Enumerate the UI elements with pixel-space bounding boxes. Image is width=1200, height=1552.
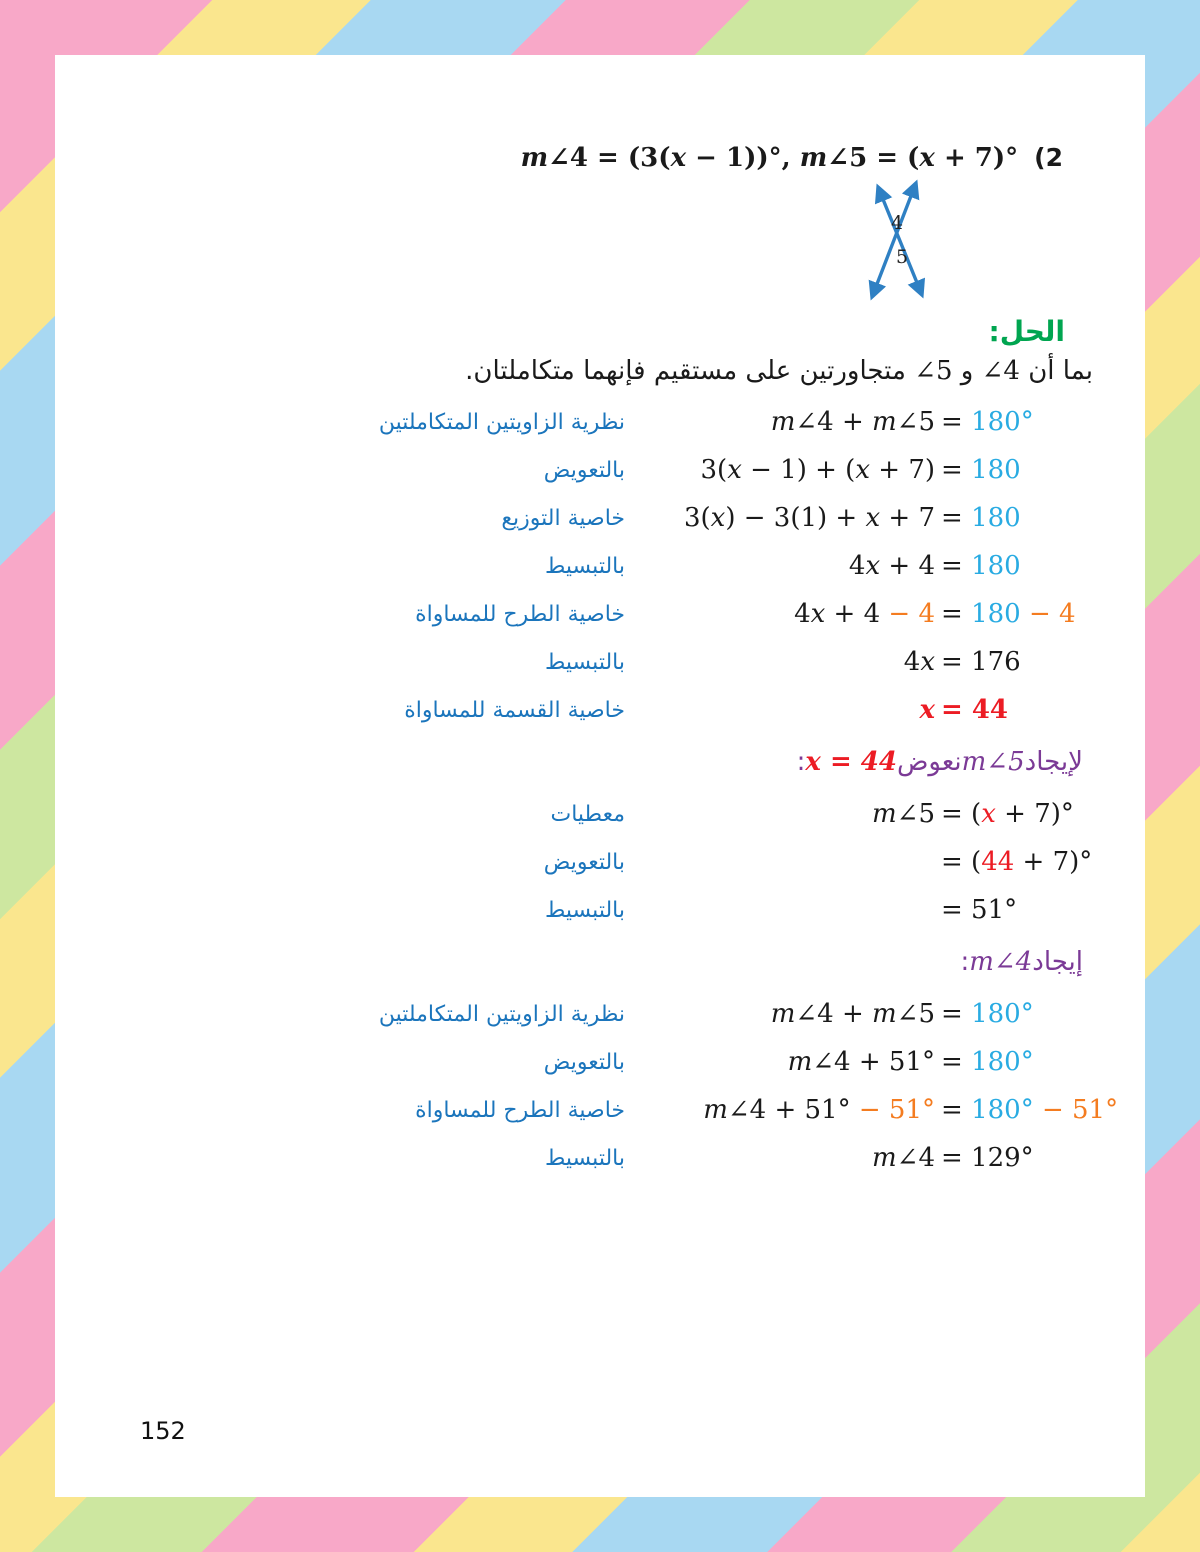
equation-right-side	[935, 999, 1105, 1029]
equation-part: ) − 3(1) +	[725, 503, 866, 533]
equation-part: = 51°	[941, 895, 1018, 925]
equation-left-side	[625, 455, 935, 485]
solution-transition-note	[55, 734, 1145, 790]
equation-part: x	[810, 599, 826, 629]
solution-step-row	[55, 790, 1145, 838]
equation-part: 180	[971, 503, 1021, 533]
solution-heading: الحل:	[988, 315, 1065, 348]
step-justification-label: خاصية القسمة للمساواة	[404, 697, 625, 723]
equation-part: ∠5	[896, 407, 935, 437]
problem-number: (2	[1034, 143, 1063, 172]
problem-equation-part: ∠4 = (3(	[548, 143, 671, 173]
solution-step-row	[55, 1086, 1145, 1134]
note-text-part: x = 44	[805, 747, 897, 777]
equation-right-side	[935, 455, 1105, 485]
step-justification-label: بالتبسيط	[545, 553, 625, 579]
equation-part: m	[872, 999, 897, 1029]
equation-part: + 7)°	[1014, 847, 1093, 877]
solution-step-row	[55, 542, 1145, 590]
equation-part: 4	[903, 647, 921, 677]
intro-text-part: و	[952, 356, 982, 386]
solution-step-row	[55, 1134, 1145, 1182]
step-justification-label: معطيات	[550, 801, 625, 827]
equation-part: =	[941, 407, 972, 437]
problem-equation-part: m	[799, 143, 828, 173]
equation-part: 180	[971, 455, 1021, 485]
equation-part: 3(	[683, 503, 711, 533]
intro-text-part: بما أن	[1019, 356, 1093, 386]
equation-part: − 4	[888, 599, 935, 629]
equation-right-side	[935, 1047, 1105, 1077]
equation-part: = 129°	[941, 1143, 1034, 1173]
problem-equation-part: ∠5 = (	[827, 143, 920, 173]
step-justification-label: خاصية الطرح للمساواة	[415, 601, 625, 627]
equation-part: m	[872, 1143, 897, 1173]
equation-right-side	[935, 847, 1105, 877]
equation-part: x	[919, 695, 935, 725]
equation-part: x	[920, 647, 935, 677]
equation-part: ∠4	[896, 1143, 935, 1173]
note-text-part: m∠5	[961, 747, 1025, 777]
solution-intro-text	[55, 348, 1145, 386]
step-justification-label: نظرية الزاويتين المتكاملتين	[378, 1001, 625, 1027]
equation-part: =	[941, 503, 972, 533]
step-justification-label: بالتعويض	[543, 457, 625, 483]
equation-part: x	[855, 455, 870, 485]
equation-part: 180	[971, 551, 1021, 581]
equation-part: = (	[941, 799, 982, 829]
equation-part: m	[787, 1047, 813, 1077]
problem-equation-part: + 7)°	[934, 143, 1019, 173]
equation-part: − 4	[1020, 599, 1076, 629]
equation-part: + 7)	[870, 455, 935, 485]
problem-equation-part: x	[670, 143, 687, 173]
solution-step-row	[55, 838, 1145, 886]
solution-transition-note	[55, 934, 1145, 990]
intro-text-part: ∠4	[981, 356, 1020, 386]
equation-part: 180°	[971, 1047, 1034, 1077]
equation-right-side	[935, 503, 1105, 533]
equation-part: =	[941, 599, 972, 629]
equation-left-side	[625, 407, 935, 437]
equation-right-side	[935, 647, 1105, 677]
textbook-page	[55, 55, 1145, 1497]
step-justification-label: خاصية التوزيع	[501, 505, 625, 531]
note-text-part: :	[796, 747, 806, 777]
solution-step-row	[55, 686, 1145, 734]
intro-text-part: ∠5	[914, 356, 953, 386]
equation-part: ∠4 +	[795, 999, 873, 1029]
equation-right-side	[935, 407, 1105, 437]
equation-left-side	[625, 599, 935, 629]
solution-step-row	[55, 398, 1145, 446]
problem-equation-part: − 1))°,	[686, 143, 800, 173]
step-justification-label: خاصية الطرح للمساواة	[415, 1097, 625, 1123]
note-text-part: m∠4	[969, 947, 1033, 977]
step-justification-label: بالتعويض	[543, 1049, 625, 1075]
equation-right-side	[935, 1095, 1118, 1125]
equation-part: x	[727, 455, 742, 485]
note-text-part: إيجاد	[1032, 947, 1083, 977]
equation-part: m	[770, 999, 796, 1029]
solution-step-row	[55, 446, 1145, 494]
equation-part: ∠4 +	[795, 407, 873, 437]
angle-diagram	[55, 173, 1145, 307]
solution-steps	[55, 398, 1145, 1182]
equation-part: + 4	[825, 599, 889, 629]
equation-part: 4	[848, 551, 866, 581]
line-two	[872, 183, 916, 297]
line-one	[878, 187, 922, 295]
equation-part: ∠4 + 51°	[727, 1095, 859, 1125]
equation-part: m	[872, 799, 897, 829]
equation-left-side	[625, 647, 935, 677]
equation-right-side	[935, 799, 1105, 829]
note-text-part: لإيجاد	[1024, 747, 1083, 777]
solution-step-row	[55, 886, 1145, 934]
equation-part: =	[941, 1095, 972, 1125]
equation-part: 4	[794, 599, 811, 629]
equation-part: + 4	[880, 551, 935, 581]
equation-part: m	[770, 407, 796, 437]
equation-part: m	[872, 407, 897, 437]
equation-left-side	[625, 1095, 935, 1125]
equation-part: x	[981, 799, 996, 829]
equation-part: =	[941, 999, 972, 1029]
angle-5-label: 5	[895, 246, 909, 268]
equation-part: ∠5	[896, 999, 935, 1029]
equation-left-side	[625, 799, 935, 829]
step-justification-label: بالتعويض	[543, 849, 625, 875]
problem-equation-part: m	[520, 143, 549, 173]
equation-part: 180°	[971, 1095, 1034, 1125]
equation-part: + 7)°	[995, 799, 1074, 829]
page-number: 152	[140, 1417, 186, 1445]
equation-left-side	[625, 999, 935, 1029]
problem-statement	[55, 55, 1145, 173]
solution-step-row	[55, 990, 1145, 1038]
equation-part: x	[710, 503, 726, 533]
equation-part: = (	[941, 847, 982, 877]
intro-text-part: متجاورتين على مستقيم فإنهما متكاملتان.	[465, 356, 915, 386]
equation-part: = 176	[941, 647, 1021, 677]
equation-part: 180°	[971, 999, 1034, 1029]
note-text-part: نعوض	[897, 747, 962, 777]
equation-left-side	[625, 1047, 935, 1077]
equation-part: =	[941, 1047, 972, 1077]
equation-left-side	[625, 503, 935, 533]
equation-right-side	[935, 695, 1105, 725]
equation-part: − 51°	[1033, 1095, 1119, 1125]
note-text-part: :	[960, 947, 970, 977]
equation-part: 180	[971, 599, 1021, 629]
equation-part: = 44	[941, 695, 1009, 725]
equation-part: ∠5	[896, 799, 935, 829]
equation-part: x	[865, 503, 881, 533]
equation-part: − 51°	[858, 1095, 935, 1125]
equation-left-side	[625, 695, 935, 725]
intersecting-lines-figure	[850, 177, 950, 305]
equation-right-side	[935, 599, 1105, 629]
step-justification-label: بالتبسيط	[545, 897, 625, 923]
equation-part: =	[941, 455, 972, 485]
equation-part: =	[941, 551, 972, 581]
equation-part: − 1) + (	[741, 455, 856, 485]
equation-right-side	[935, 895, 1105, 925]
equation-part: ∠4 + 51°	[812, 1047, 935, 1077]
solution-step-row	[55, 638, 1145, 686]
step-justification-label: نظرية الزاويتين المتكاملتين	[378, 409, 625, 435]
solution-step-row	[55, 1038, 1145, 1086]
equation-part: 44	[981, 847, 1015, 877]
solution-step-row	[55, 590, 1145, 638]
angle-4-label: 4	[890, 212, 904, 234]
equation-part: 180°	[971, 407, 1034, 437]
problem-equation-part: x	[919, 143, 935, 173]
problem-equation	[521, 143, 1019, 173]
equation-right-side	[935, 1143, 1105, 1173]
equation-part: x	[865, 551, 881, 581]
equation-part: 3(	[700, 455, 728, 485]
equation-part: m	[703, 1095, 728, 1125]
step-justification-label: بالتبسيط	[545, 1145, 625, 1171]
step-justification-label: بالتبسيط	[545, 649, 625, 675]
equation-left-side	[625, 1143, 935, 1173]
equation-right-side	[935, 551, 1105, 581]
solution-step-row	[55, 494, 1145, 542]
equation-left-side	[625, 551, 935, 581]
equation-part: + 7	[880, 503, 935, 533]
